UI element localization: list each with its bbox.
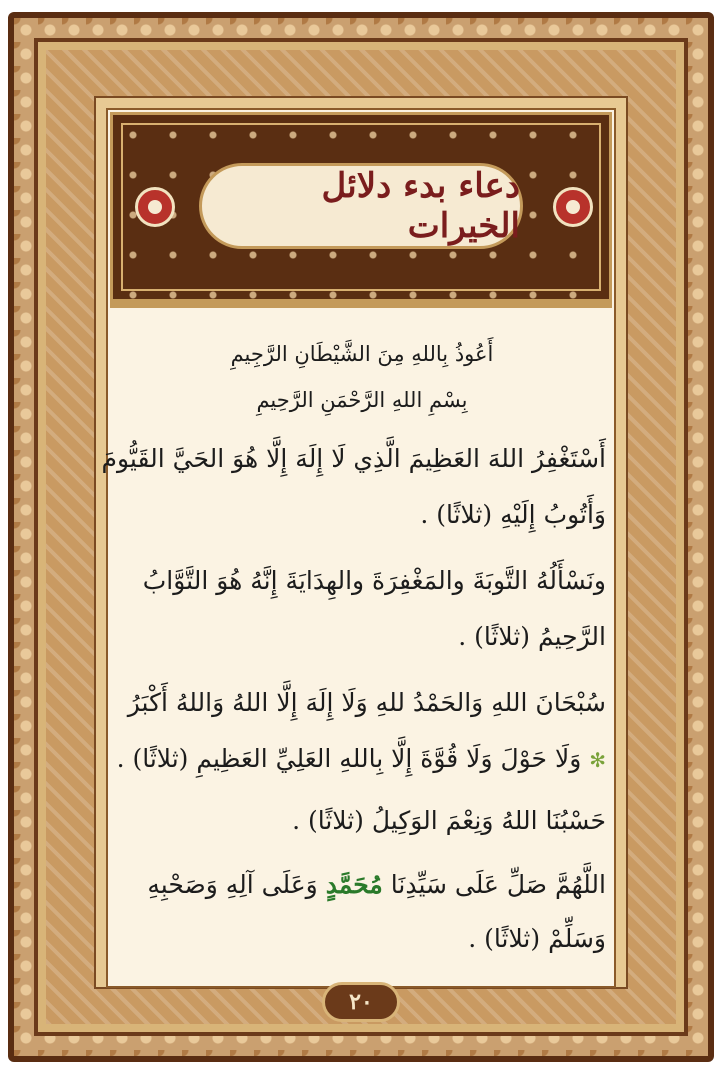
page-title: دعاء بدء دلائل الخيرات xyxy=(321,166,520,246)
salawat-part-a: اللَّهُمَّ صَلِّ عَلَى سَيِّدِنَا xyxy=(390,870,606,899)
paragraph-3-line-2 xyxy=(117,744,606,773)
prophet-name: مُحَمَّدٍ xyxy=(325,870,383,899)
paragraph-3-line-1: سُبْحَانَ اللهِ وَالحَمْدُ للهِ وَلَا إِلَهَ إِلَّا اللهُ وَاللهُ أَكْبَرُ xyxy=(127,688,606,717)
isti-adha-line: أَعُوذُ بِاللهِ مِنَ الشَّيْطَانِ الرَّجِيمِ xyxy=(230,342,494,366)
star-ornament-icon: ✻ xyxy=(589,748,606,772)
paragraph-2-line-1: ونَسْأَلُهُ التَّوبَةَ والمَغْفِرَةَ والهِدَايَةَ إِنَّهُ هُوَ التَّوَّابُ xyxy=(142,566,606,595)
paragraph-5-line-2: وَسَلِّمْ (ثلاثًا) . xyxy=(468,924,606,953)
paragraph-1-line-1: أَسْتَغْفِرُ اللهَ العَظِيمَ الَّذِي لَا إِلَهَ إِلَّا هُوَ الحَيَّ القَيُّومَ xyxy=(101,444,606,473)
header-separator xyxy=(110,302,612,308)
paragraph-3-line-2-text: وَلَا حَوْلَ وَلَا قُوَّةَ إِلَّا بِاللهِ العَلِيِّ العَظِيمِ (ثلاثًا) . xyxy=(116,744,582,773)
header-panel xyxy=(110,112,612,302)
rosette-right-icon xyxy=(553,187,593,227)
paragraph-4-line-1: حَسْبُنَا اللهُ وَنِعْمَ الوَكِيلُ (ثلاثًا) . xyxy=(292,806,606,835)
title-cartouche xyxy=(199,163,523,249)
rosette-left-icon xyxy=(135,187,175,227)
page-number: ٢٠ xyxy=(322,982,400,1022)
paragraph-5-line-1 xyxy=(147,870,606,899)
salawat-part-b: وَعَلَى آلِهِ وَصَحْبِهِ xyxy=(147,870,318,899)
paragraph-2-line-2: الرَّحِيمُ (ثلاثًا) . xyxy=(458,622,606,651)
paragraph-1-line-2: وَأَتُوبُ إِلَيْهِ (ثلاثًا) . xyxy=(420,500,606,529)
basmala-line: بِسْمِ اللهِ الرَّحْمَنِ الرَّحِيمِ xyxy=(256,388,468,412)
